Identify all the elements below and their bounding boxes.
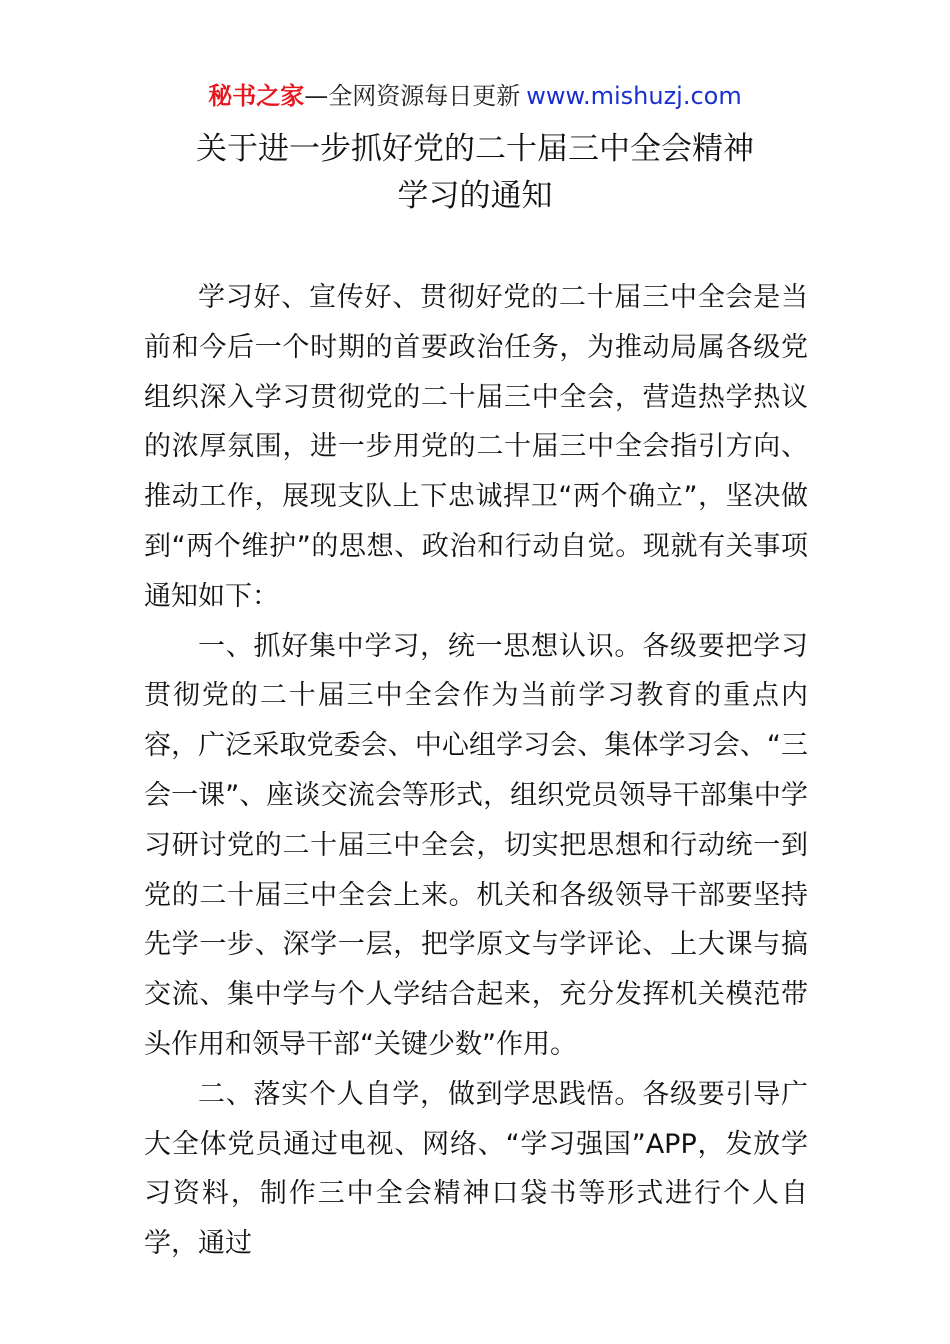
section-one-paragraph: 一、抓好集中学习，统一思想认识。各级要把学习贯彻党的二十届三中全会作为当前学习教育的重点内容，广泛采取党委会、中心组学习会、集体学习会、“三会一课”、座谈交流会等形式，组织党员领导干部集中学习研讨党的二十届三中全会，切实把思想和行动统一到党的二十届三中全会上来。机关和各级领导干部要坚持先学一步、深学一层，把学原文与学评论、上大课与搞交流、集中学与个人学结合起来，充分发挥机关模范带头作用和领导干部“关键少数”作用。 [144, 630, 808, 1060]
site-url-link[interactable]: www.mishuzj.com [526, 82, 742, 110]
brand-name: 秘书之家 [208, 82, 305, 110]
document-body [144, 273, 808, 1269]
site-banner [0, 78, 950, 114]
section-two-paragraph: 二、落实个人自学，做到学思践悟。各级要引导广大全体党员通过电视、网络、“学习强国”APP，发放学习资料，制作三中全会精神口袋书等形式进行个人自学，通过 [144, 1078, 808, 1260]
intro-paragraph: 学习好、宣传好、贯彻好党的二十届三中全会是当前和今后一个时期的首要政治任务，为推动局属各级党组织深入学习贯彻党的二十届三中全会，营造热学热议的浓厚氛围，进一步用党的二十届三中全会指引方向、推动工作，展现支队上下忠诚捍卫“两个确立”，坚决做到“两个维护”的思想、政治和行动自觉。现就有关事项通知如下： [144, 282, 808, 612]
title-line-1: 关于进一步抓好党的二十届三中全会精神 [196, 131, 754, 167]
title-line-2: 学习的通知 [397, 178, 553, 214]
site-tagline: —全网资源每日更新 [304, 82, 521, 110]
document-title [0, 126, 950, 220]
